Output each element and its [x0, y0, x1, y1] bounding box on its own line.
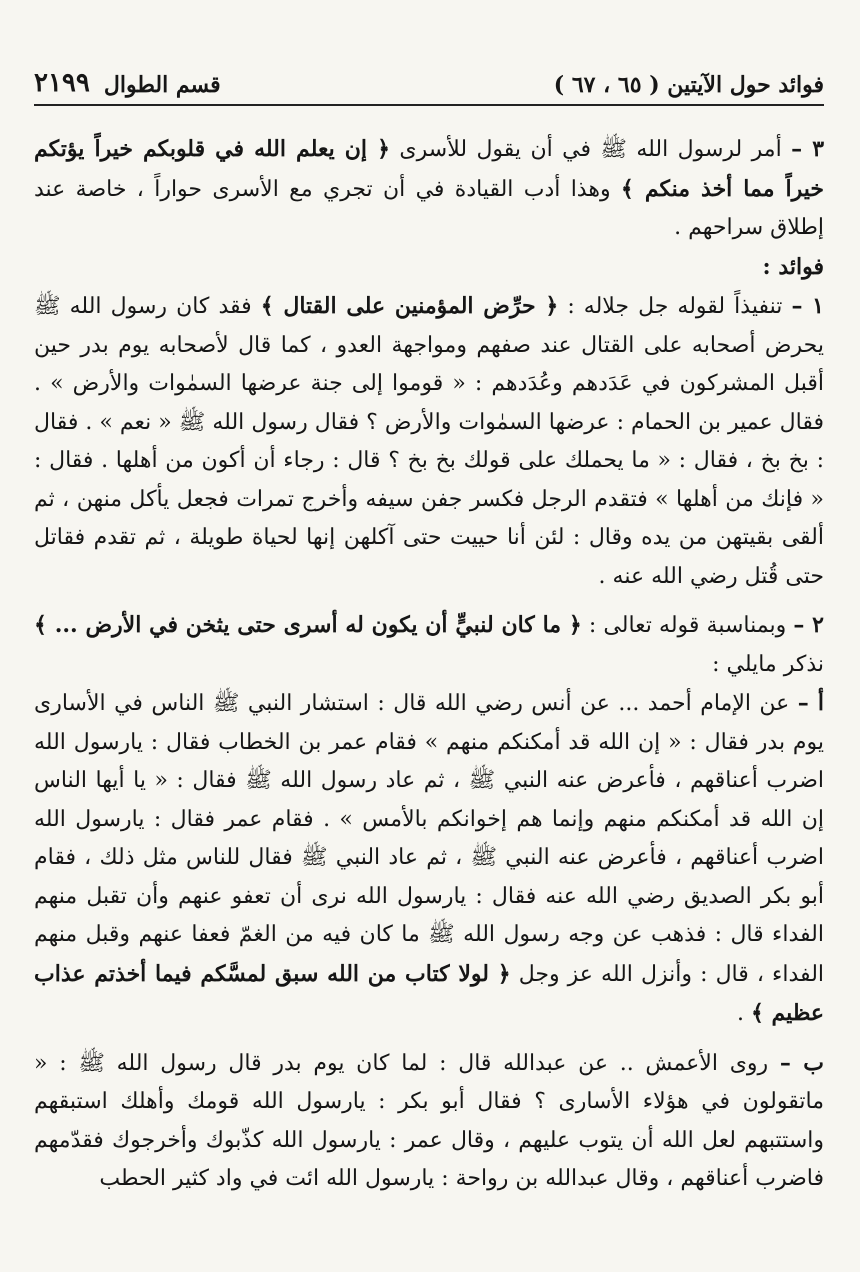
page-number: ٢١٩٩	[34, 68, 90, 98]
paragraph	[34, 130, 824, 248]
bold-text: ١ –	[791, 293, 824, 319]
text-run: روى الأعمش .. عن عبدالله قال : لما كان يوم بدر قال رسول الله ﷺ : « ماتقولون في هؤلاء الأسارى ؟ فقال أبو بكر : يارسول الله قومك وأهلك استبقهم واستتبهم لعل الله أن يتوب عليهم ، وقال عمر : يارسول الله كذّبوك وأخرجوك فقدّمهم فاضرب أعناقهم ، وقال عبدالله بن رواحة : يارسول الله ائت في واد كثير الحطب	[34, 1050, 824, 1191]
bold-text: فوائد :	[762, 253, 824, 280]
paragraph-gap	[34, 596, 824, 606]
header-rule	[34, 104, 824, 106]
paragraph-gap	[34, 1034, 824, 1044]
text-run: أمر لرسول الله ﷺ في أن يقول للأسرى	[390, 137, 792, 162]
text-run: تنفيذاً لقوله جل جلاله :	[558, 294, 792, 319]
bold-text: ب –	[779, 1049, 824, 1076]
paragraph	[34, 684, 824, 1034]
header-left	[34, 68, 221, 98]
bold-text: ﴿ إن يعلم الله في قلوبكم خيراً يؤتكم خيراً مما أخذ منكم ﴾	[34, 136, 824, 202]
bold-text: ٢ –	[793, 612, 824, 638]
paragraph	[34, 606, 824, 684]
text-run: نذكر مايلي :	[712, 651, 824, 677]
text-run: وهذا أدب القيادة في أن تجري مع الأسرى حواراً ، خاصة عند إطلاق سراحهم .	[34, 176, 824, 240]
body-text	[34, 130, 824, 1199]
header-title: فوائد حول الآيتين ( ٦٥ ، ٦٧ )	[553, 72, 824, 98]
header-section: قسم الطوال	[103, 72, 221, 98]
bold-text: أ –	[797, 690, 824, 716]
paragraph	[34, 287, 824, 596]
bold-text: ﴿ حرِّض المؤمنين على القتال ﴾	[260, 293, 559, 319]
text-run: فقد كان رسول الله ﷺ يحرض أصحابه على القتال عند صفهم ومواجهة العدو ، كما قال لأصحابه يوم بدر حين أقبل المشركون في عَدَدهم وعُدَدهم : « قوموا إلى جنة عرضها السمٰوات والأرض » . فقال عمير بن الحمام : عرضها السمٰوات والأرض ؟ فقال رسول الله ﷺ « نعم » . فقال : بخ بخ ، فقال : « ما يحملك على قولك بخ بخ ؟ قال : رجاء أن أكون من أهلها . فقال : « فإنك من أهلها » فتقدم الرجل فكسر جفن سيفه وأخرج تمرات فجعل يأكل منهن ، ثم ألقى بقيتهن من يده وقال : لئن أنا حييت حتى آكلهن إنها لحياة طويلة ، ثم تقدم فقاتل حتى قُتل رضي الله عنه .	[34, 294, 824, 589]
bold-text: ﴿ لولا كتاب من الله سبق لمسَّكم فيما أخذتم عذاب عظيم ﴾	[34, 960, 824, 1026]
bold-text: ﴿ ما كان لنبيٍّ أن يكون له أسرى حتى يثخن في الأرض ... ﴾	[34, 612, 582, 638]
document-page	[34, 0, 824, 1272]
paragraph	[34, 248, 824, 288]
paragraph	[34, 1044, 824, 1199]
bold-text: ٣ –	[791, 136, 825, 162]
text-run: وبمناسبة قوله تعالى :	[581, 613, 794, 638]
running-header	[34, 58, 824, 98]
text-run: عن الإمام أحمد ... عن أنس رضي الله قال : استشار النبي ﷺ الناس في الأسارى يوم بدر فقال : « إن الله قد أمكنكم منهم » فقام عمر بن الخطاب فقال : يارسول الله اضرب أعناقهم ، فأعرض عنه النبي ﷺ ، ثم عاد رسول الله ﷺ فقال : « يا أيها الناس إن الله قد أمكنكم منهم وإنما هم إخوانكم بالأمس » . فقام عمر فقال : يارسول الله اضرب أعناقهم ، فأعرض عنه النبي ﷺ ، ثم عاد النبي ﷺ فقال للناس مثل ذلك ، فقام أبو بكر الصديق رضي الله عنه فقال : يارسول الله نرى أن تعفو عنهم وأن تقبل منهم الفداء قال : فذهب عن وجه رسول الله ﷺ ما كان فيه من الغمّ فعفا عنهم وقبل منهم الفداء ، قال : وأنزل الله عز وجل	[34, 691, 825, 987]
text-run: .	[736, 1001, 751, 1026]
